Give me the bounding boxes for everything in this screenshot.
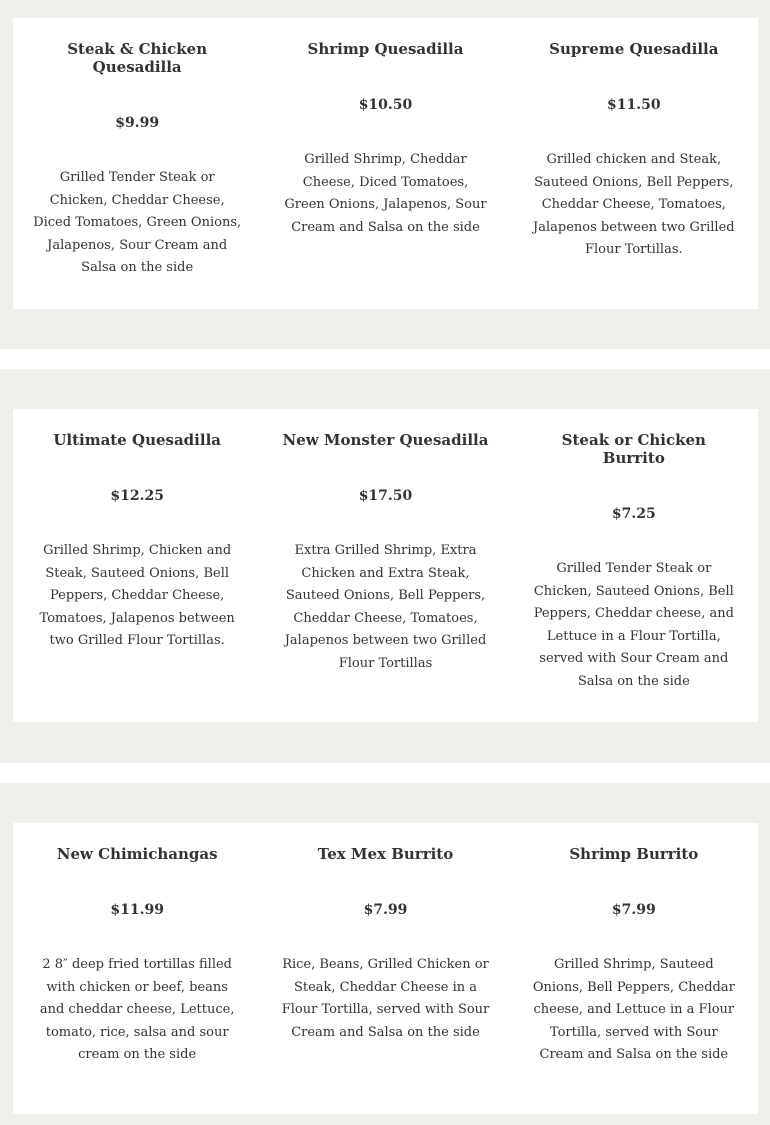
menu-item-name: Ultimate Quesadilla bbox=[53, 431, 221, 449]
menu-item bbox=[261, 18, 509, 309]
menu-item-price: $12.25 bbox=[110, 488, 164, 504]
menu-item bbox=[261, 409, 509, 722]
menu-item bbox=[13, 18, 261, 309]
menu-item-name: Supreme Quesadilla bbox=[549, 40, 719, 58]
menu-item-description: Grilled Tender Steak or Chicken, Sauteed Onions, Bell Peppers, Cheddar cheese, and Lettuce in a Flour Tortilla, served with Sour Cream and Salsa on the side bbox=[533, 561, 734, 689]
menu-item-description: Grilled Tender Steak or Chicken, Cheddar Cheese, Diced Tomatoes, Green Onions, Jalapenos, Sour Cream and Salsa on the side bbox=[33, 170, 242, 275]
menu-item-name: Steak & Chicken Quesadilla bbox=[67, 40, 208, 76]
menu-item-price: $7.99 bbox=[363, 902, 408, 918]
menu-item-price: $17.50 bbox=[358, 488, 413, 504]
menu-item-name: Steak or Chicken Burrito bbox=[561, 431, 706, 467]
menu-section-card bbox=[13, 823, 758, 1114]
menu-item-description: Grilled Shrimp, Cheddar Cheese, Diced Tomatoes, Green Onions, Jalapenos, Sour Cream and Salsa on the side bbox=[284, 152, 487, 235]
menu-item bbox=[261, 823, 509, 1114]
menu-item-description: Grilled Shrimp, Sauteed Onions, Bell Peppers, Cheddar cheese, and Lettuce in a Flour Tortilla, served with Sour Cream and Salsa on the side bbox=[532, 957, 735, 1062]
menu-item-price: $9.99 bbox=[115, 115, 160, 131]
menu-item-price: $11.99 bbox=[110, 902, 164, 918]
menu-item-description: Rice, Beans, Grilled Chicken or Steak, Cheddar Cheese in a Flour Tortilla, served with Sour Cream and Salsa on the side bbox=[281, 957, 490, 1040]
menu-item-name: Tex Mex Burrito bbox=[317, 845, 454, 863]
menu-item-price: $7.99 bbox=[611, 902, 656, 918]
menu-item-description: 2 8″ deep fried tortillas filled with chicken or beef, beans and cheddar cheese, Lettuce, tomato, rice, salsa and sour cream on the side bbox=[39, 957, 235, 1062]
menu-item-price: $11.50 bbox=[607, 97, 661, 113]
menu-item-name: New Monster Quesadilla bbox=[282, 431, 489, 449]
menu-item bbox=[510, 409, 758, 722]
menu-item bbox=[510, 823, 758, 1114]
menu-item-description: Extra Grilled Shrimp, Extra Chicken and Extra Steak, Sauteed Onions, Bell Peppers, Cheddar Cheese, Tomatoes, Jalapenos between two Grilled Flour Tortillas bbox=[284, 543, 487, 671]
menu-item bbox=[510, 18, 758, 309]
menu-item-name: Shrimp Burrito bbox=[569, 845, 699, 863]
menu-item bbox=[13, 409, 261, 722]
menu-section-card bbox=[13, 409, 758, 722]
menu-item-description: Grilled chicken and Steak, Sauteed Onions, Bell Peppers, Cheddar Cheese, Tomatoes, Jalapenos between two Grilled Flour Tortillas. bbox=[533, 152, 735, 257]
menu-item-name: New Chimichangas bbox=[56, 845, 218, 863]
menu-item-price: $10.50 bbox=[358, 97, 413, 113]
menu-item-description: Grilled Shrimp, Chicken and Steak, Sauteed Onions, Bell Peppers, Cheddar Cheese, Tomatoes, Jalapenos between two Grilled Flour Tortillas. bbox=[39, 543, 235, 648]
menu-item-price: $7.25 bbox=[611, 506, 656, 522]
menu-section-card bbox=[13, 18, 758, 309]
menu-item-name: Shrimp Quesadilla bbox=[307, 40, 464, 58]
menu-item bbox=[13, 823, 261, 1114]
